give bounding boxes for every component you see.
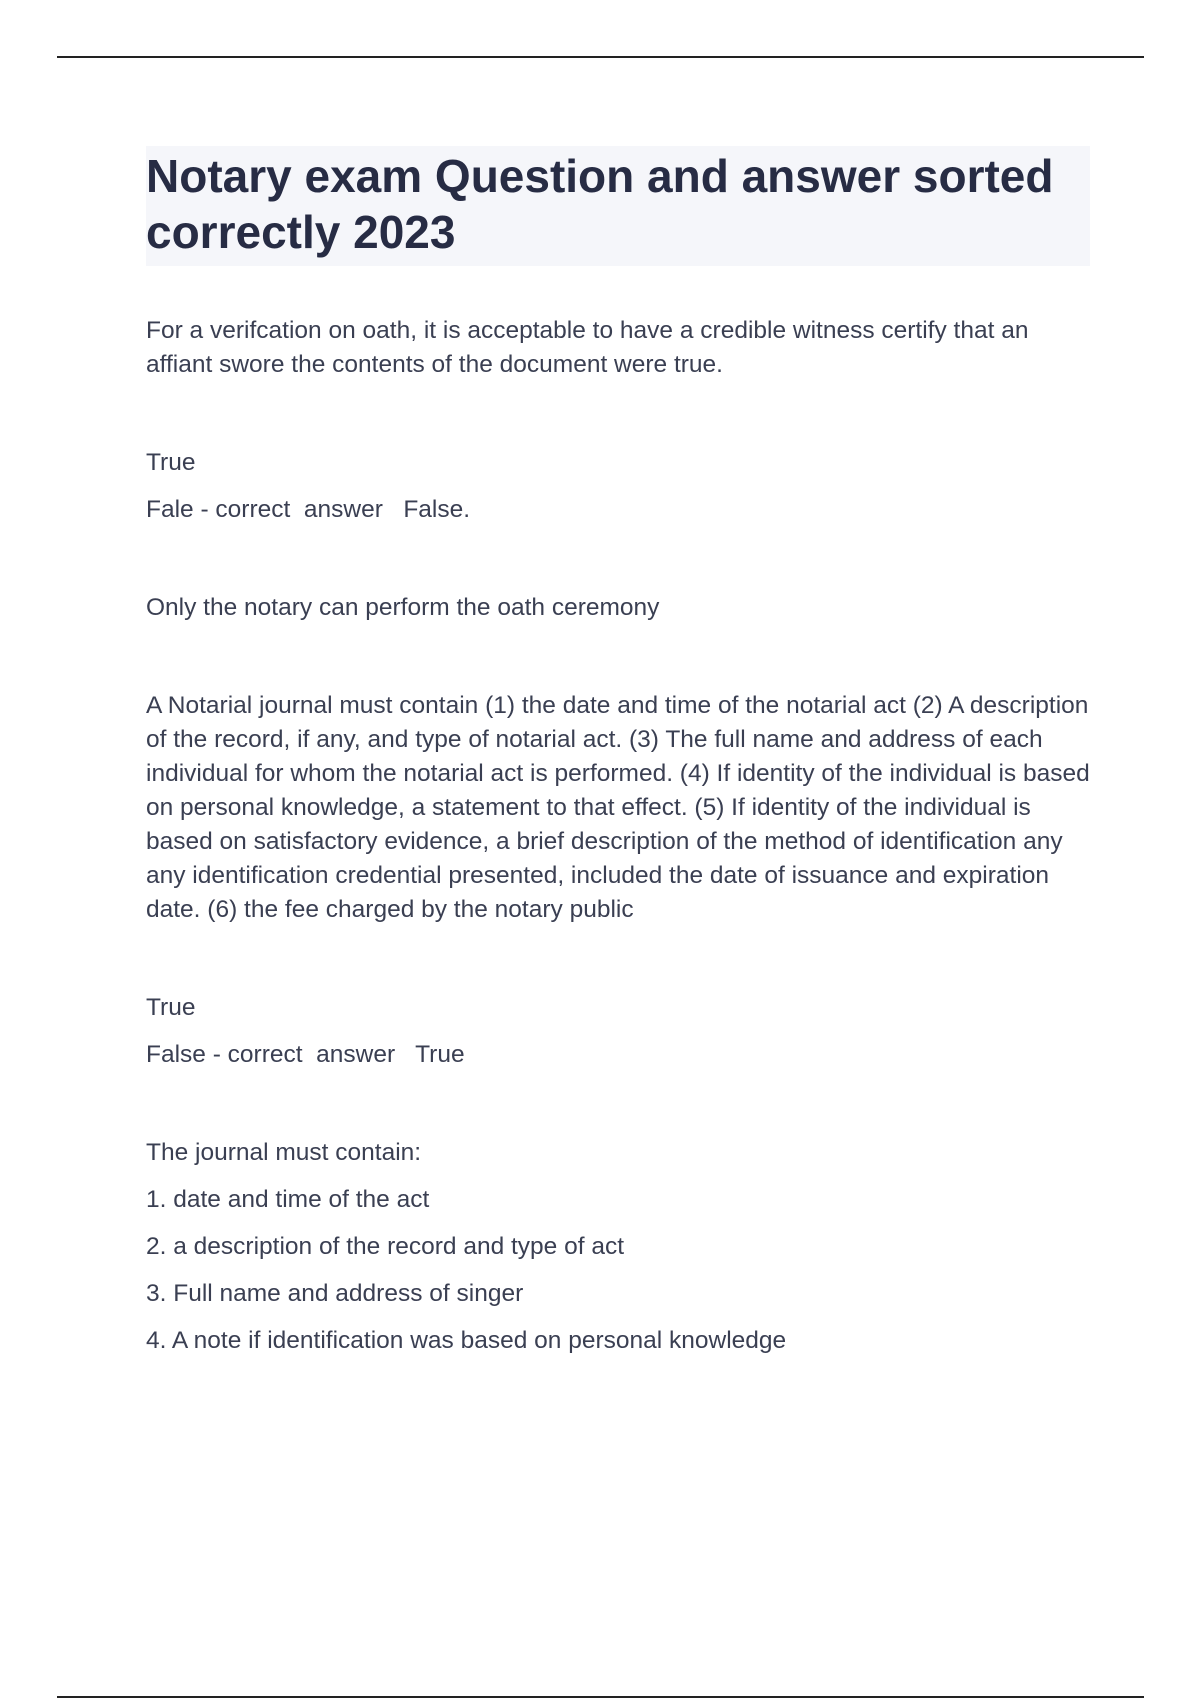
bottom-rule [57,1696,1144,1698]
q1-option-true: True [146,449,196,476]
q1-answer: Fale - correct answer False. [146,496,471,523]
title-box [146,146,1090,266]
list-item: 2. a description of the record and type of act [146,1233,625,1260]
list-item: 4. A note if identification was based on personal knowledge [146,1327,787,1354]
q4-intro: The journal must contain: [146,1139,422,1166]
document-title: Notary exam Question and answer sorted correctly 2023 [146,150,1054,258]
top-rule [57,56,1144,58]
q3-question: A Notarial journal must contain (1) the date and time of the notarial act (2) A description of the record, if any, and type of notarial act. (3) The full name and address of each individual for whom the notarial act is performed. (4) If identity of the individual is based on personal knowledge, a statement to that effect. (5) If identity of the individual is based on satisfactory evidence, a brief description of the method of identification any any identification credential presented, included the date of issuance and expiration date. (6) the fee charged by the notary public [146,692,1090,923]
q2-statement: Only the notary can perform the oath ceremony [146,594,660,621]
q3-answer: False - correct answer True [146,1041,465,1068]
q3-option-true: True [146,994,196,1021]
list-item: 1. date and time of the act [146,1186,430,1213]
document-body [146,146,1090,1358]
list-item: 3. Full name and address of singer [146,1280,524,1307]
q1-question: For a verifcation on oath, it is acceptable to have a credible witness certify that an affiant swore the contents of the document were true. [146,317,1029,378]
